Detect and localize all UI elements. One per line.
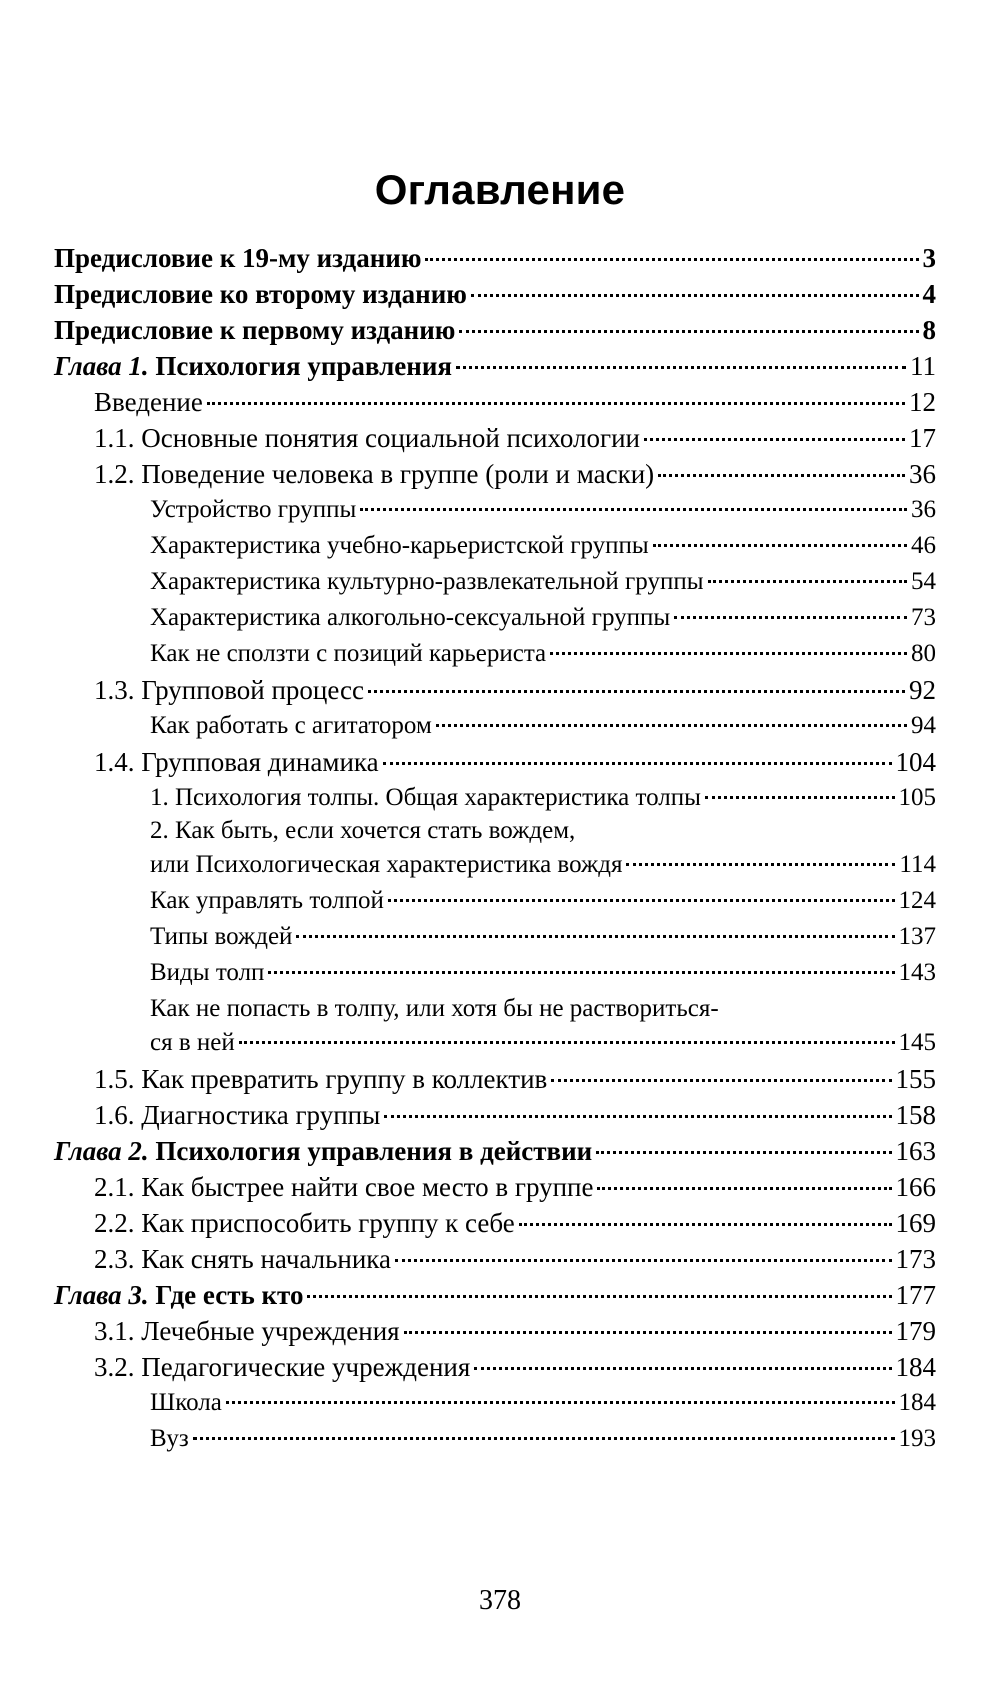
entry-label: 1.5. Как превратить группу в коллектив [94,1064,548,1094]
entry-label: Как работать с агитатором [150,712,432,739]
toc-entry-chapter-1[interactable] [54,348,936,384]
dot-leader [207,402,905,405]
entry-label: 3.2. Педагогические учреждения [94,1352,471,1382]
chapter-prefix: Глава 3. [54,1280,149,1310]
entry-label: Как не сползти с позиций карьериста [150,640,547,667]
entry-label: Виды толп [150,959,265,986]
dot-leader [395,1259,892,1262]
entry-page: 104 [895,747,936,777]
entry-label [54,1277,303,1313]
entry-page: 124 [898,887,936,914]
dot-leader [404,1331,892,1334]
entry-page: 166 [895,1172,936,1202]
toc-entry-3-2[interactable] [54,1349,936,1385]
toc-entry-1-1[interactable] [54,420,936,456]
entry-page: 145 [898,1029,936,1056]
chapter-title: Где есть кто [155,1280,304,1310]
dot-leader [644,438,905,441]
toc-entry-3-1[interactable] [54,1313,936,1349]
entry-label: 2.2. Как приспособить группу к себе [94,1208,515,1238]
entry-page: 54 [911,568,936,595]
entry-page: 3 [922,243,936,273]
entry-label: Предисловие к 19-му изданию [54,243,422,273]
dot-leader [474,1367,891,1370]
entry-label: 1.1. Основные понятия социальной психологии [94,423,640,453]
dot-leader [436,724,907,727]
entry-page: 137 [898,923,936,950]
dot-leader [384,1115,891,1118]
entry-page: 114 [899,851,936,878]
dot-leader [360,508,907,511]
entry-page: 184 [898,1389,936,1416]
entry-page: 158 [895,1100,936,1130]
toc-entry-1-4-b[interactable] [54,847,936,883]
entry-label [54,1133,592,1169]
entry-label [54,348,452,384]
entry-label: Характеристика учебно-карьеристской группы [150,532,649,559]
entry-label: 1.3. Групповой процесс [94,675,364,705]
dot-leader [708,580,907,583]
entry-page: 179 [895,1316,936,1346]
entry-page: 73 [911,604,936,631]
entry-label: Школа [150,1389,222,1416]
entry-page: 80 [911,640,936,667]
toc-entry-1-4-a[interactable] [54,780,936,816]
entry-page: 36 [911,496,936,523]
entry-page: 12 [909,387,936,417]
entry-label: Типы вождей [150,923,293,950]
entry-label: 1.6. Диагностика группы [94,1100,381,1130]
dot-leader [226,1401,895,1404]
entry-page: 8 [922,315,936,345]
dot-leader [239,1041,895,1044]
entry-page: 46 [911,532,936,559]
toc-entry-preface-1[interactable] [54,312,936,348]
chapter-prefix: Глава 1. [54,351,149,381]
toc-entry-1-4-e[interactable] [54,955,936,991]
toc-entry-3-2-a[interactable] [54,1385,936,1421]
dot-leader [705,796,895,799]
entry-page: 193 [898,1425,936,1452]
dot-leader [550,652,907,655]
chapter-title: Психология управления в действии [155,1136,593,1166]
entry-page: 169 [895,1208,936,1238]
dot-leader [425,258,918,261]
entry-page: 94 [911,712,936,739]
toc-entry-1-2-b[interactable] [54,528,936,564]
toc-entry-2-2[interactable] [54,1205,936,1241]
toc-entry-1-5[interactable] [54,1061,936,1097]
entry-label: Вуз [150,1425,189,1452]
dot-leader [383,762,892,765]
dot-leader [596,1151,891,1154]
toc-entry-preface-2[interactable] [54,276,936,312]
dot-leader [674,616,907,619]
entry-label: 1.4. Групповая динамика [94,747,379,777]
toc-entry-chapter-3[interactable] [54,1277,936,1313]
toc-entry-preface-19[interactable] [54,240,936,276]
dot-leader [459,330,918,333]
entry-page: 11 [910,351,936,381]
entry-page: 155 [895,1064,936,1094]
entry-label: Характеристика культурно-развлекательной группы [150,568,704,595]
entry-label: 1.2. Поведение человека в группе (роли и маски) [94,459,655,489]
entry-page: 36 [909,459,936,489]
entry-label: Введение [94,387,203,417]
dot-leader [551,1079,891,1082]
toc-entry-1-4-b-line1[interactable]: 2. Как быть, если хочется стать вождем, [150,817,576,844]
dot-leader [626,863,895,866]
entry-label: или Психологическая характеристика вождя [150,851,623,878]
entry-label: ся в ней [150,1029,235,1056]
toc-entry-1-4-d[interactable] [54,919,936,955]
entry-label: Предисловие к первому изданию [54,315,456,345]
toc-entry-1-4-c[interactable] [54,883,936,919]
toc-entry-3-2-b[interactable] [54,1421,936,1457]
toc-entry-1-3[interactable] [54,672,936,708]
entry-label: Предисловие ко второму изданию [54,279,467,309]
entry-page: 163 [895,1136,936,1166]
dot-leader [456,366,906,369]
entry-label: 2.1. Как быстрее найти свое место в группе [94,1172,594,1202]
toc-entry-1-2[interactable] [54,456,936,492]
entry-page: 17 [909,423,936,453]
dot-leader [307,1295,891,1298]
dot-leader [519,1223,892,1226]
toc-entry-intro[interactable] [54,384,936,420]
entry-page: 143 [898,959,936,986]
dot-leader [296,935,894,938]
dot-leader [368,690,905,693]
entry-page: 92 [909,675,936,705]
dot-leader [193,1437,895,1440]
toc-entry-1-2-c[interactable] [54,564,936,600]
toc-entry-1-4-f[interactable] [54,1025,936,1061]
entry-page: 4 [922,279,936,309]
toc-entry-1-6[interactable] [54,1097,936,1133]
toc-entry-1-3-a[interactable] [54,708,936,744]
entry-label: 2.3. Как снять начальника [94,1244,391,1274]
entry-page: 177 [895,1280,936,1310]
entry-page: 105 [898,784,936,811]
entry-label: Характеристика алкогольно-сексуальной группы [150,604,671,631]
dot-leader [658,474,905,477]
chapter-prefix: Глава 2. [54,1136,149,1166]
toc-entry-1-4-f-line1[interactable]: Как не попасть в толпу, или хотя бы не раствориться- [150,995,719,1022]
toc-entry-1-4[interactable] [54,744,936,780]
entry-label: Как управлять толпой [150,887,384,914]
dot-leader [388,899,895,902]
toc-entry-1-2-e[interactable] [54,636,936,672]
entry-label: 1. Психология толпы. Общая характеристика толпы [150,784,701,811]
page-title: Оглавление [374,166,626,213]
entry-page: 173 [895,1244,936,1274]
toc-entry-2-1[interactable] [54,1169,936,1205]
entry-label: Устройство группы [150,496,357,523]
dot-leader [268,971,894,974]
toc-entry-1-2-a[interactable] [54,492,936,528]
toc-entry-2-3[interactable] [54,1241,936,1277]
dot-leader [653,544,907,547]
toc-entry-chapter-2[interactable] [54,1133,936,1169]
entry-page: 184 [895,1352,936,1382]
entry-label: 3.1. Лечебные учреждения [94,1316,400,1346]
page-number: 378 [479,1585,521,1616]
dot-leader [471,294,919,297]
toc-entry-1-2-d[interactable] [54,600,936,636]
dot-leader [597,1187,891,1190]
chapter-title: Психология управления [155,351,452,381]
